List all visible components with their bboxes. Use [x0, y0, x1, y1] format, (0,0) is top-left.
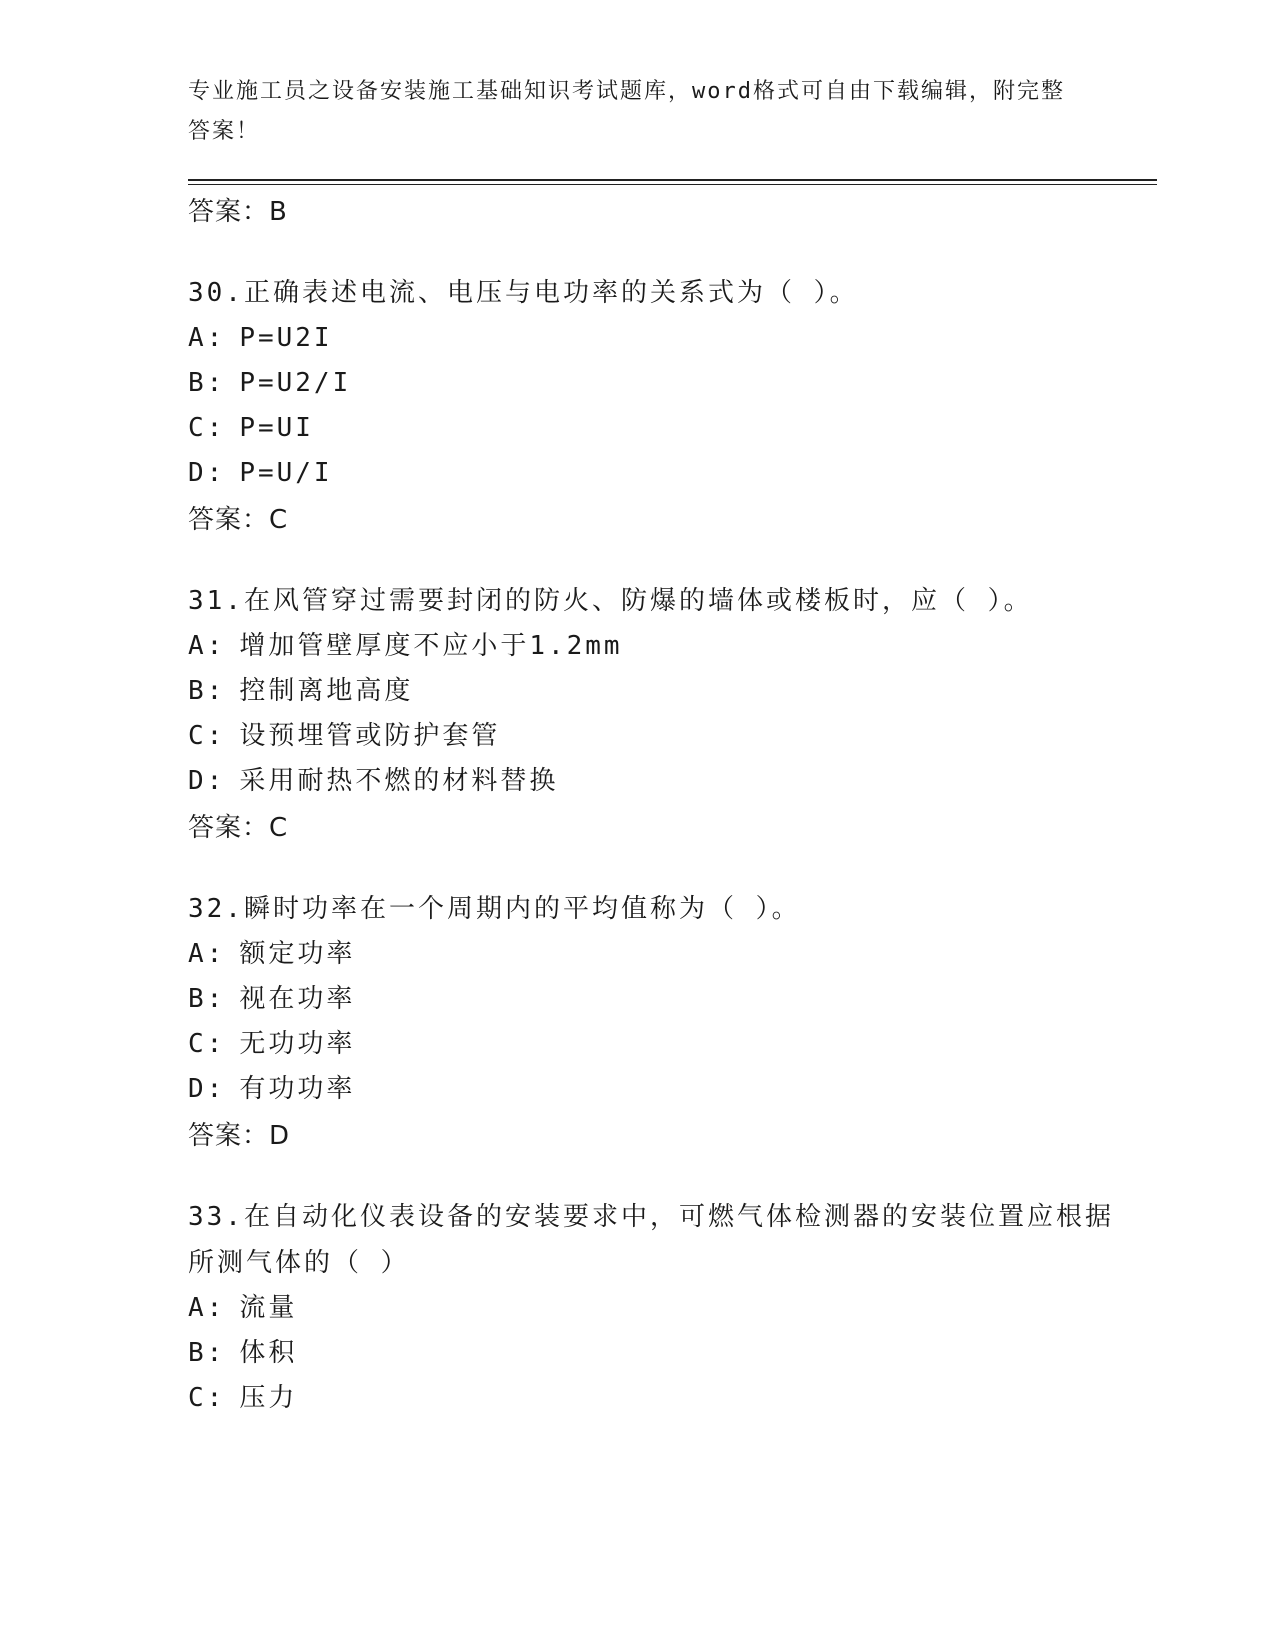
question-stem: 32.瞬时功率在一个周期内的平均值称为（ ）。	[188, 894, 801, 924]
option-text: 控制离地高度	[239, 676, 414, 706]
option-b	[188, 977, 1118, 1022]
option-text: 无功功率	[239, 1029, 356, 1059]
answer-line: 答案：D	[188, 1121, 291, 1151]
option-key: D:	[188, 766, 226, 796]
option-key: A:	[188, 939, 226, 969]
option-text: 有功功率	[239, 1074, 356, 1104]
option-text: 体积	[239, 1338, 298, 1368]
option-a	[188, 1286, 1118, 1331]
option-key: D:	[188, 1074, 226, 1104]
option-key: C:	[188, 1383, 226, 1413]
option-b	[188, 669, 1118, 714]
option-key: B:	[188, 368, 226, 398]
option-d	[188, 759, 1118, 804]
option-b	[188, 361, 1118, 406]
option-key: C:	[188, 721, 226, 751]
option-a	[188, 316, 1118, 361]
question-stem: 30.正确表述电流、电压与电功率的关系式为（ ）。	[188, 278, 859, 308]
option-key: B:	[188, 984, 226, 1014]
question-stem: 33.在自动化仪表设备的安装要求中，可燃气体检测器的安装位置应根据所测气体的（ ）	[188, 1202, 1114, 1278]
option-text: 额定功率	[239, 939, 356, 969]
option-text: P=U/I	[239, 458, 333, 488]
option-b	[188, 1331, 1118, 1376]
header-divider-thin	[188, 184, 1157, 185]
option-d	[188, 1067, 1118, 1112]
option-key: B:	[188, 676, 226, 706]
document-header-intro: 专业施工员之设备安装施工基础知识考试题库，word格式可自由下载编辑，附完整答案！	[188, 79, 1065, 144]
option-key: A:	[188, 323, 226, 353]
option-text: 视在功率	[239, 984, 356, 1014]
option-key: C:	[188, 413, 226, 443]
option-text: 压力	[239, 1383, 298, 1413]
answer-line: 答案：B	[188, 197, 288, 227]
option-key: A:	[188, 1293, 226, 1323]
option-d	[188, 451, 1118, 496]
option-key: C:	[188, 1029, 226, 1059]
question-list	[188, 188, 1118, 1421]
option-text: P=UI	[239, 413, 314, 443]
option-text: 流量	[239, 1293, 298, 1323]
option-c	[188, 406, 1118, 451]
option-c	[188, 1376, 1118, 1421]
option-text: P=U2I	[239, 323, 333, 353]
option-text: 采用耐热不燃的材料替换	[239, 766, 559, 796]
option-key: A:	[188, 631, 226, 661]
option-a	[188, 932, 1118, 977]
answer-line: 答案：C	[188, 813, 289, 843]
option-key: B:	[188, 1338, 226, 1368]
option-c	[188, 714, 1118, 759]
option-key: D:	[188, 458, 226, 488]
option-text: P=U2/I	[239, 368, 352, 398]
answer-line: 答案：C	[188, 505, 289, 535]
question-stem: 31.在风管穿过需要封闭的防火、防爆的墙体或楼板时，应（ ）。	[188, 586, 1033, 616]
option-a	[188, 624, 1118, 669]
option-text: 设预埋管或防护套管	[239, 721, 501, 751]
option-c	[188, 1022, 1118, 1067]
header-divider-thick	[188, 179, 1157, 181]
option-text: 增加管壁厚度不应小于1.2mm	[239, 631, 623, 661]
